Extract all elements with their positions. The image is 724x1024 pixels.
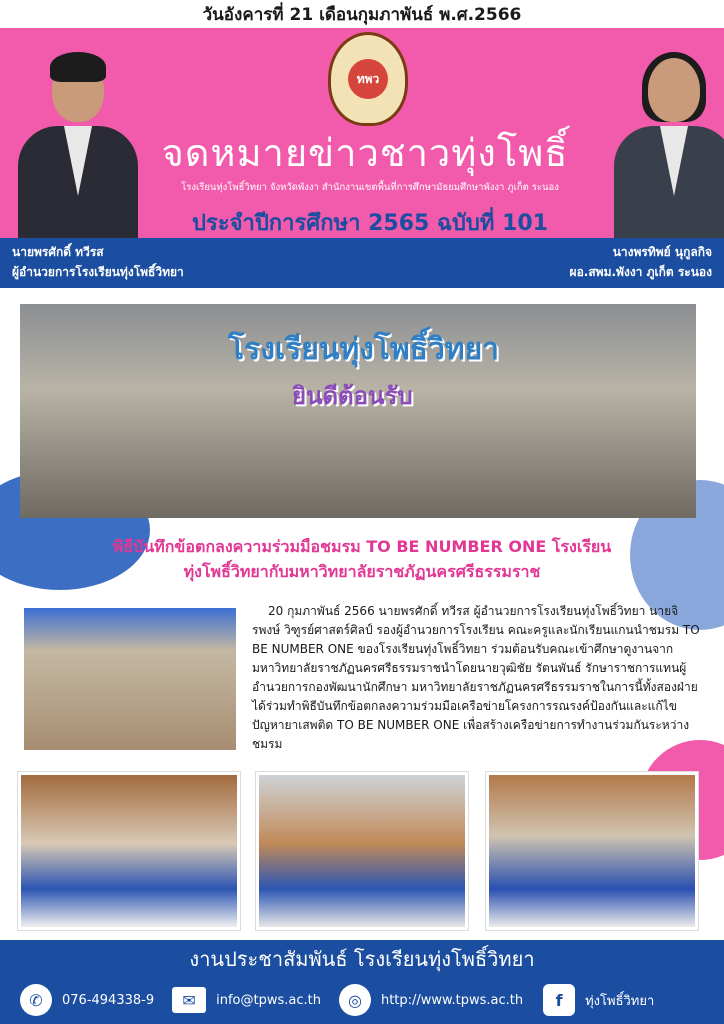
footer-contacts <box>0 980 724 1020</box>
school-logo <box>328 32 408 126</box>
footer-phone[interactable] <box>20 984 154 1016</box>
photo-welcome-sign: ยินดีต้อนรับ <box>292 382 413 410</box>
photo-school-sign: โรงเรียนทุ่งโพธิ์วิทยา <box>228 332 499 367</box>
article-headline <box>90 534 634 584</box>
email-icon: ✉ <box>172 987 206 1013</box>
issue-number: ประจำปีการศึกษา 2565 ฉบับที่ 101 <box>192 211 548 236</box>
globe-icon: ◎ <box>339 984 371 1016</box>
director-caption <box>12 242 184 282</box>
director-photo <box>8 26 148 238</box>
district-director-photo <box>604 26 724 238</box>
newsletter-date: วันอังคารที่ 21 เดือนกุมภาพันธ์ พ.ศ.2566 <box>202 5 522 25</box>
director-position: ผู้อำนวยการโรงเรียนทุ่งโพธิ์วิทยา <box>12 265 184 279</box>
article-headline-line1: พิธีบันทึกข้อตกลงความร่วมมือชมรม TO BE NUMBER ONE โรงเรียน <box>112 537 612 556</box>
event-photo-2 <box>256 772 468 930</box>
footer-website[interactable] <box>339 984 523 1016</box>
phone-icon: ✆ <box>20 984 52 1016</box>
article-body: 20 กุมภาพันธ์ 2566 นายพรศักดิ์ ทวีรส ผู้อำนวยการโรงเรียนทุ่งโพธิ์วิทยา นายจิรพงษ์ วิฑูรย์ศาสตร์ศิลป์ รองผู้อำนวยการโรงเรียน คณะครูและนักเรียนแกนนำชมรม TO BE NUMBER ONE ของโรงเรียนทุ่งโพธิ์วิทยา ร่วมต้อนรับคณะเข้าศึกษาดูงานจากมหาวิทยาลัยราชภัฏนครศรีธรรมราชนำโดยนายวุฒิชัย รัตนพันธ์ รักษาราชการแทนผู้อำนวยการกองพัฒนานักศึกษา มหาวิทยาลัยราชภัฏนครศรีธรรมราชในการนี้ทั้งสองฝ่ายได้ร่วมทำพิธีบันทึกข้อตกลงความร่วมมือเครือข่ายโครงการรณรงค์ป้องกันและแก้ไขปัญหายาเสพติด TO BE NUMBER ONE เพื่อสร้างเครือข่ายการทำงานร่วมกันระหว่างชมรม <box>252 604 700 751</box>
event-photo-1 <box>18 772 240 930</box>
facebook-icon: f <box>543 984 575 1016</box>
footer-phone-text: 076-494338-9 <box>62 992 155 1008</box>
footer-facebook[interactable] <box>543 984 654 1016</box>
footer-website-text: http://www.tpws.ac.th <box>380 992 524 1008</box>
footer-email-text: info@tpws.ac.th <box>216 992 321 1008</box>
district-director-position: ผอ.สพม.พังงา ภูเก็ต ระนอง <box>569 265 712 279</box>
footer-title: งานประชาสัมพันธ์ โรงเรียนทุ่งโพธิ์วิทยา <box>189 947 535 971</box>
footer-facebook-text: ทุ่งโพธิ์วิทยา <box>585 993 655 1009</box>
district-director-caption <box>570 242 712 282</box>
article-headline-line2: ทุ่งโพธิ์วิทยากับมหาวิทยาลัยราชภัฏนครศรีธรรมราช <box>183 562 541 581</box>
director-name: นายพรศักดิ์ ทวีรส <box>12 245 104 259</box>
school-logo-mark: ทพว <box>348 59 388 99</box>
newsletter-title: จดหมายข่าวชาวทุ่งโพธิ์ <box>161 131 569 175</box>
district-director-name: นางพรทิพย์ นุกูลกิจ <box>612 245 712 259</box>
newsletter-subtitle: โรงเรียนทุ่งโพธิ์วิทยา จังหวัดพังงา สำนักงานเขตพื้นที่การศึกษามัธยมศึกษาพังงา ภูเก็ต ระนอง <box>181 182 559 193</box>
mou-handover-photo <box>24 608 236 750</box>
footer-email[interactable] <box>172 987 321 1013</box>
event-photo-3 <box>486 772 698 930</box>
